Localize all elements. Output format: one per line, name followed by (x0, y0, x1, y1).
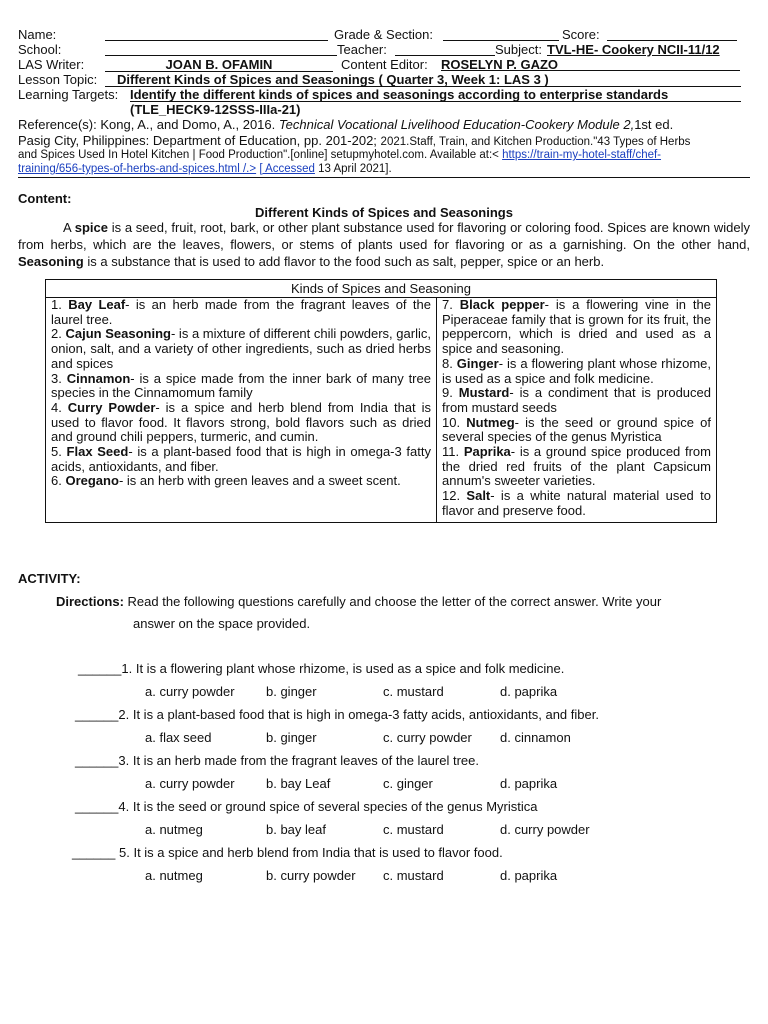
spice-number: 2. (51, 326, 62, 342)
teacher-label: Teacher: (337, 42, 387, 57)
school-field[interactable] (105, 55, 337, 56)
spice-number: 1. (51, 297, 62, 312)
spice-term: Salt (466, 488, 491, 504)
kinds-right-column (437, 298, 717, 523)
content-editor-line (558, 70, 740, 71)
spice-definition: - is a mixture of different chili powders, garlic, onion, salt, and a variety of other ingredients, such as dried herbs and spices (51, 326, 431, 371)
question-text: 4. It is the seed or ground spice of several species of the genus Myristica (118, 799, 538, 814)
answer-option: b. ginger (266, 730, 317, 745)
answer-option: b. bay leaf (266, 822, 326, 837)
reference-url-1[interactable]: https://train-my-hotel-staff/chef- (502, 149, 662, 161)
answer-option: a. nutmeg (145, 822, 203, 837)
spice-entry (442, 386, 711, 415)
kinds-table (45, 279, 717, 523)
reference-line-2 (18, 133, 690, 148)
intro-seasoning: Seasoning (18, 254, 84, 269)
reference-line-1 (18, 117, 673, 132)
spice-entry (51, 298, 431, 327)
learning-targets-line (130, 87, 741, 102)
answer-option: d. paprika (500, 776, 558, 791)
answer-option: d. paprika (500, 684, 558, 699)
spice-number: 5. (51, 444, 62, 460)
question-text: 5. It is a spice and herb blend from India that is used to flavor food. (115, 845, 503, 860)
spice-entry (442, 357, 711, 386)
answer-blank[interactable]: ______ (75, 753, 119, 768)
answer-option: d. curry powder (500, 822, 590, 837)
lesson-topic-label: Lesson Topic: (18, 72, 98, 87)
spice-definition: - is an herb made from the fragrant leaves of the laurel tree. (51, 297, 431, 327)
reference-url-2[interactable]: training/656-types-of-herbs-and-spices.html /.> (18, 163, 257, 175)
school-label: School: (18, 42, 62, 57)
reference-accessed-date: 13 April 2021]. (318, 163, 392, 175)
las-writer-value: JOAN B. OFAMIN (165, 57, 273, 72)
learning-targets-value: Identify the different kinds of spices and seasonings according to enterprise standards (130, 87, 669, 102)
intro-b: is a seed, fruit, root, bark, or other plant substance used for flavoring or coloring food. Spices are known widely from herbs, which are the leaves, flowers, or stems of plants used for flavoring or as a garnishing. On the other hand, (18, 220, 750, 252)
directions (56, 594, 661, 609)
spice-number: 6. (51, 473, 62, 489)
score-field[interactable] (607, 40, 737, 41)
answer-option: a. curry powder (145, 684, 235, 699)
lesson-topic-line (105, 72, 741, 87)
spice-number: 8. (442, 355, 453, 371)
reference-line3: and Spices Used In Hotel Kitchen | Food Production".[online] setupmyhotel.com. Available at:< (18, 149, 499, 161)
spice-term: Flax Seed (66, 444, 129, 460)
spice-number: 10. (442, 414, 461, 430)
spice-entry (51, 445, 431, 474)
score-label: Score: (562, 27, 600, 42)
reference-line-3 (18, 149, 661, 161)
spice-entry (442, 298, 711, 357)
kinds-table-header: Kinds of Spices and Seasoning (46, 280, 717, 298)
spice-definition: - is a flowering plant whose rhizome, is used as a spice and folk medicine. (442, 355, 711, 386)
answer-blank[interactable]: ______ (75, 707, 119, 722)
spice-number: 4. (51, 399, 62, 415)
spice-term: Bay Leaf (68, 297, 126, 312)
spice-definition: - is a flowering vine in the Piperaceae family that is grown for its fruit, the peppercorn, which is dried and used as a spice and seasoning. (442, 297, 711, 357)
spice-number: 7. (442, 297, 453, 312)
question-line (72, 845, 503, 860)
directions-text: Read the following questions carefully and choose the letter of the correct answer. Write your (127, 594, 662, 609)
spice-entry (51, 474, 431, 489)
content-intro (18, 219, 750, 270)
kinds-left-column (46, 298, 437, 523)
question-line (78, 661, 564, 676)
answer-option: c. mustard (383, 822, 444, 837)
reference-title: Technical Vocational Livelihood Education-Cookery Module 2, (278, 117, 635, 132)
spice-definition: - is a plant-based food that is high in omega-3 fatty acids, antioxidants, and fiber. (51, 444, 431, 474)
answer-option: d. cinnamon (500, 730, 571, 745)
spice-number: 11. (442, 444, 460, 460)
content-title: Different Kinds of Spices and Seasonings (255, 205, 513, 220)
spice-term: Nutmeg (466, 414, 515, 430)
question-line (75, 753, 479, 768)
name-field[interactable] (105, 40, 328, 41)
spice-entry (442, 445, 711, 489)
answer-blank[interactable]: ______ (72, 845, 116, 860)
lesson-topic-value: Different Kinds of Spices and Seasonings ( Quarter 3, Week 1: LAS 3 ) (117, 72, 549, 87)
reference-line-4 (18, 163, 392, 175)
question-line (75, 799, 538, 814)
subject-label: Subject: (495, 42, 542, 57)
las-writer-label: LAS Writer: (18, 57, 85, 72)
spice-definition: - is a spice made from the inner bark of many tree species in the Cinnamomum family (51, 370, 431, 401)
answer-option: c. mustard (383, 684, 444, 699)
question-text: 1. It is a flowering plant whose rhizome, is used as a spice and folk medicine. (121, 661, 565, 676)
teacher-field[interactable] (395, 55, 495, 56)
learning-targets-code: (TLE_HECK9-12SSS-IIIa-21) (130, 102, 301, 117)
content-editor-label: Content Editor: (341, 57, 428, 72)
content-editor-value: ROSELYN P. GAZO (441, 57, 559, 72)
intro-spice: spice (74, 220, 108, 235)
spice-term: Paprika (463, 444, 511, 460)
spice-term: Cajun Seasoning (65, 326, 171, 342)
spice-entry (51, 327, 431, 371)
spice-term: Oregano (65, 473, 119, 489)
spice-number: 12. (442, 488, 461, 504)
spice-entry (51, 372, 431, 401)
reference-accessed-label[interactable]: [ Accessed (259, 163, 315, 175)
grade-field[interactable] (443, 40, 559, 41)
las-writer-line (105, 57, 333, 72)
spice-definition: - is a white natural material used to flavor and preserve food. (442, 488, 711, 518)
question-text: 3. It is an herb made from the fragrant leaves of the laurel tree. (118, 753, 479, 768)
spice-number: 3. (51, 370, 62, 386)
answer-option: a. curry powder (145, 776, 235, 791)
question-line (75, 707, 599, 722)
header-divider (18, 177, 750, 178)
answer-option: b. curry powder (266, 868, 356, 883)
answer-blank[interactable]: ______ (78, 661, 122, 676)
answer-option: d. paprika (500, 868, 558, 883)
directions-text-2: answer on the space provided. (133, 616, 311, 631)
intro-a: A (63, 220, 71, 235)
spice-term: Ginger (456, 355, 499, 371)
answer-blank[interactable]: ______ (75, 799, 119, 814)
reference-line2b: 2021.Staff, Train, and Kitchen Production."43 Types of Herbs (380, 136, 691, 148)
answer-option: a. flax seed (145, 730, 212, 745)
answer-option: c. curry powder (383, 730, 472, 745)
answer-option: c. mustard (383, 868, 444, 883)
spice-definition: - is an herb with green leaves and a sweet scent. (118, 473, 401, 489)
spice-definition: - is a spice and herb blend from India that is used to flavor food. It flavors strong, bold flavors such as dried and ground chili peppers, turmeric, and cumin. (51, 399, 431, 445)
answer-option: a. nutmeg (145, 868, 203, 883)
reference-line2a: Pasig City, Philippines: Department of Education, pp. 201-202; (18, 133, 377, 148)
subject-value: TVL-HE- Cookery NCII-11/12 (547, 42, 720, 57)
reference-suffix: 1st ed. (634, 117, 674, 132)
question-text: 2. It is a plant-based food that is high in omega-3 fatty acids, antioxidants, and fiber. (118, 707, 599, 722)
answer-option: b. bay Leaf (266, 776, 331, 791)
learning-targets-label: Learning Targets: (18, 87, 119, 102)
intro-c: is a substance that is used to add flavor to the food such as salt, pepper, spice or an herb. (87, 254, 605, 269)
spice-entry (442, 489, 711, 518)
spice-term: Black pepper (459, 297, 545, 312)
grade-label: Grade & Section: (334, 27, 433, 42)
spice-entry (442, 416, 711, 445)
activity-label: ACTIVITY: (18, 571, 81, 586)
name-label: Name: (18, 27, 57, 42)
spice-number: 9. (442, 385, 453, 401)
spice-term: Cinnamon (66, 370, 131, 386)
reference-prefix: Reference(s): Kong, A., and Domo, A., 2016. (18, 117, 276, 132)
answer-option: b. ginger (266, 684, 317, 699)
spice-entry (51, 401, 431, 445)
spice-term: Mustard (458, 385, 510, 401)
spice-definition: - is a ground spice produced from the dried red fruits of the plant Capsicum annum's sweeter varieties. (442, 444, 711, 489)
answer-option: c. ginger (383, 776, 433, 791)
spice-term: Curry Powder (67, 399, 156, 415)
spice-definition: - is a condiment that is produced from mustard seeds (442, 385, 711, 415)
spice-definition: - is the seed or ground spice of several species of the genus Myristica (442, 414, 711, 445)
content-label: Content: (18, 191, 72, 206)
directions-label: Directions: (56, 594, 124, 609)
